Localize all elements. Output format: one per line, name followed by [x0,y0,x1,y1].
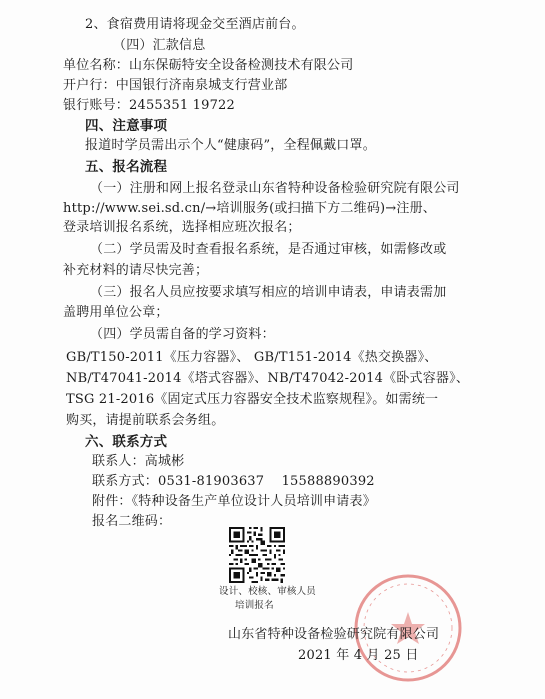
step-3-line-1: （三）报名人员应按要求填写相应的培训申请表，申请表需加 [90,285,447,300]
material-line-2: NB/T47041-2014《塔式容器》、NB/T47042-2014《卧式容器》、 [66,371,470,386]
qr-label: 报名二维码： [92,514,172,529]
material-line-4: 购买，请提前联系会务组。 [66,413,225,428]
material-line-3: TSG 21-2016《固定式压力容器安全技术监察规程》。如需统一 [66,392,439,407]
qr-caption-line-1: 设计、校核、审核人员 [219,586,317,597]
meals-note: 2、食宿费用请将现金交至酒店前台。 [85,17,305,32]
section-6-title: 六、联系方式 [85,434,168,450]
material-line-1: GB/T150-2011《压力容器》、 GB/T151-2014《热交换器》、 [66,350,438,365]
qr-caption-line-2: 培训报名 [235,600,274,611]
contact-person: 联系人：高城彬 [92,454,185,469]
step-2-line-2: 补充材料的请尽快完善； [63,263,209,278]
section-4-body: 报道时学员需出示个人“健康码”，全程佩戴口罩。 [85,138,376,153]
step-3-line-2: 盖聘用单位公章； [63,305,169,320]
document-date: 2021 年 4 月 25 日 [298,648,419,663]
qr-code-icon[interactable] [229,527,285,583]
step-1-line-2: http://www.sei.sd.cn/→培训服务(或扫描下方二维码)→注册、 [63,201,436,216]
contact-phone: 联系方式：0531-81903637 15588890392 [92,474,375,489]
signatory: 山东省特种设备检验研究院有限公司 [228,627,440,642]
attachment-note: 附件：《特种设备生产单位设计人员培训申请表》 [92,494,376,509]
step-4-title: （四）学员需自备的学习资料： [90,327,275,342]
bank-name: 开户行：中国银行济南泉城支行营业部 [63,78,288,93]
step-2-line-1: （二）学员需及时查看报名系统，是否通过审核，如需修改或 [90,242,447,257]
section-4-title: 四、注意事项 [85,118,168,134]
account-name: 单位名称：山东保砺特安全设备检测技术有限公司 [63,58,354,73]
step-1-line-3: 登录培训报名系统，选择相应班次报名； [63,220,301,235]
remit-heading: （四）汇款信息 [113,38,206,53]
account-number: 银行账号：2455351 19722 [63,98,235,113]
official-seal-icon [330,566,480,684]
section-5-title: 五、报名流程 [85,159,168,175]
step-1-line-1: （一）注册和网上报名登录山东省特种设备检验研究院有限公司 [90,181,460,196]
